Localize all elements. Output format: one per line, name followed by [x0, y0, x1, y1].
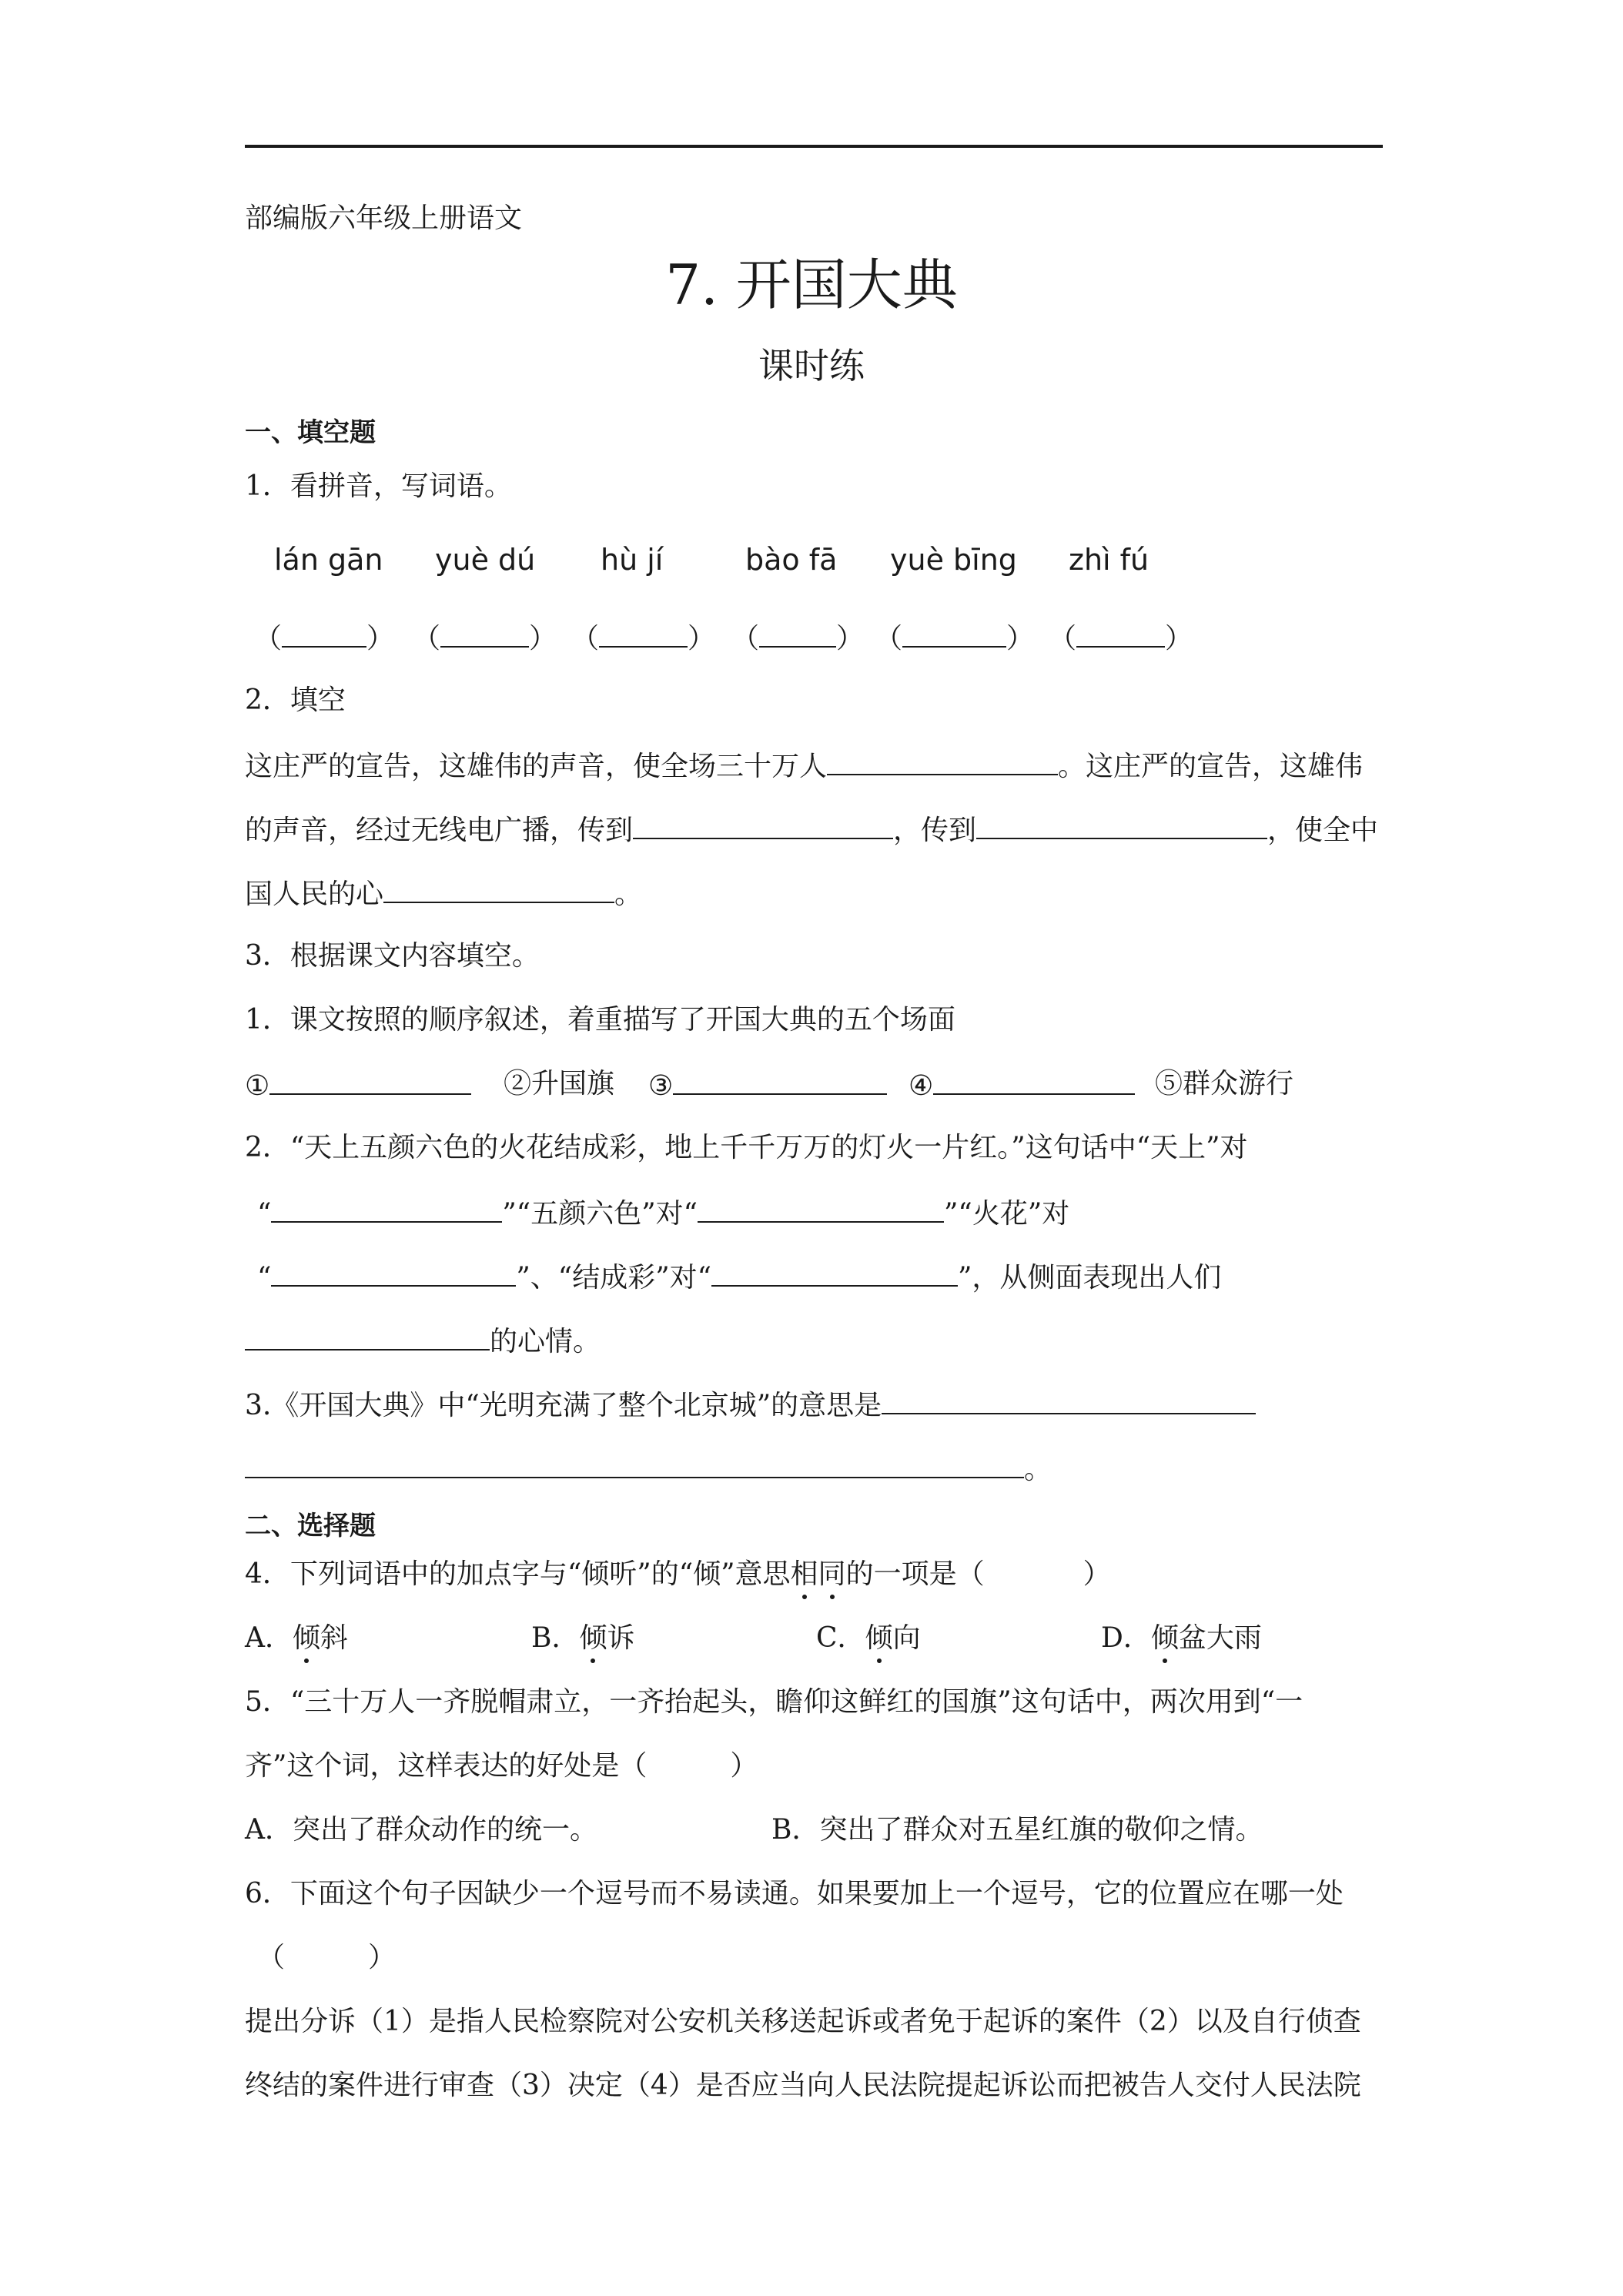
q4-option-c[interactable]: C．倾向 — [816, 1622, 921, 1654]
answer-box-1[interactable]: （ ） — [254, 620, 394, 656]
q5-option-b[interactable]: B．突出了群众对五星红旗的敬仰之情。 — [771, 1814, 1263, 1846]
section2-heading: 二、选择题 — [245, 1511, 376, 1541]
q3-blank-mood[interactable] — [245, 1323, 490, 1350]
q4-stem: 4．下列词语中的加点字与“倾听”的“倾”意思相同的一项是（ ） — [245, 1558, 1111, 1590]
q3-sub3-line2: 。 — [245, 1451, 1052, 1487]
pinyin-4: bào fā — [745, 543, 838, 577]
q4-option-b[interactable]: B．倾诉 — [531, 1622, 635, 1654]
q3-sub1: 1．课文按照的顺序叙述，着重描写了开国大典的五个场面 — [245, 1004, 955, 1036]
q6-line-2: （ ） — [257, 1942, 397, 1973]
answer-box-2[interactable]: （ ） — [413, 620, 557, 656]
q2-line-1: 这庄严的宣告，这雄伟的声音，使全场三十万人 。这庄严的宣告，这雄伟 — [245, 748, 1363, 784]
pinyin-3: hù jí — [601, 543, 664, 577]
header-rule — [245, 145, 1383, 148]
answer-box-5[interactable]: （ ） — [875, 620, 1034, 656]
q3-blank-wuyan[interactable] — [698, 1195, 944, 1223]
pinyin-6: zhì fú — [1069, 543, 1149, 577]
answer-box-4[interactable]: （ ） — [731, 620, 864, 656]
q1-label: 1．看拼音，写词语。 — [245, 470, 512, 502]
q4-option-d[interactable]: D．倾盆大雨 — [1101, 1622, 1262, 1654]
q5-line-2: 齐”这个词，这样表达的好处是（ ） — [245, 1750, 758, 1782]
q3-blank-jiecheng[interactable] — [711, 1259, 958, 1287]
page-subtitle: 课时练 — [758, 345, 865, 387]
q2-blank-3[interactable] — [976, 812, 1267, 839]
q5-option-a[interactable]: A．突出了群众动作的统一。 — [245, 1814, 597, 1846]
q5-line-1: 5．“三十万人一齐脱帽肃立，一齐抬起头，瞻仰这鲜红的国旗”这句话中，两次用到“一 — [245, 1686, 1303, 1718]
q3-sub2-line3: “ ”、“结成彩”对“ ”，从侧面表现出人们 — [257, 1259, 1221, 1295]
q4-option-a[interactable]: A．倾斜 — [245, 1622, 349, 1654]
scene-3-blank[interactable] — [673, 1067, 887, 1095]
q6-sentence-1: 提出分诉（1）是指人民检察院对公安机关移送起诉或者免于起诉的案件（2）以及自行侦查 — [245, 2006, 1361, 2037]
q2-label: 2．填空 — [245, 684, 346, 716]
pinyin-1: lán gān — [274, 543, 383, 577]
scene-1-blank[interactable] — [269, 1067, 471, 1095]
q3-blank-huohua[interactable] — [271, 1259, 516, 1287]
section1-heading: 一、填空题 — [245, 417, 376, 448]
scene-5: ⑤群众游行 — [1155, 1068, 1294, 1099]
q2-blank-4[interactable] — [383, 875, 614, 903]
answer-box-3[interactable]: （ ） — [571, 620, 715, 656]
page-title: 7. 开国大典 — [665, 253, 958, 317]
q3-blank-meaning-1[interactable] — [882, 1387, 1256, 1414]
q6-sentence-2: 终结的案件进行审查（3）决定（4）是否应当向人民法院提起诉讼而把被告人交付人民法院 — [245, 2070, 1361, 2101]
q2-line-2: 的声音，经过无线电广播，传到 ，传到 ，使全中 — [245, 812, 1378, 848]
q3-sub2-line1: 2．“天上五颜六色的火花结成彩，地上千千万万的灯火一片红。”这句话中“天上”对 — [245, 1132, 1248, 1163]
q2-line-3: 国人民的心 。 — [245, 875, 642, 912]
series-label: 部编版六年级上册语文 — [245, 202, 523, 234]
scene-3: ③ — [648, 1067, 887, 1103]
scene-2: ②升国旗 — [504, 1068, 615, 1099]
q3-blank-tianshang[interactable] — [271, 1195, 502, 1223]
pinyin-2: yuè dú — [435, 543, 536, 577]
q6-line-1: 6．下面这个句子因缺少一个逗号而不易读通。如果要加上一个逗号，它的位置应在哪一处 — [245, 1878, 1344, 1909]
scene-1: ① — [245, 1067, 471, 1103]
pinyin-5: yuè bīng — [890, 543, 1017, 577]
q3-label: 3．根据课文内容填空。 — [245, 940, 540, 972]
scene-4: ④ — [909, 1067, 1135, 1103]
q3-sub2-line4: 的心情。 — [245, 1323, 601, 1359]
answer-box-6[interactable]: （ ） — [1049, 620, 1193, 656]
q3-sub2-line2: “ ”“五颜六色”对“ ”“火花”对 — [257, 1195, 1069, 1231]
q2-blank-1[interactable] — [827, 748, 1058, 775]
q3-blank-meaning-2[interactable] — [245, 1451, 1024, 1478]
scene-4-blank[interactable] — [933, 1067, 1135, 1095]
q2-blank-2[interactable] — [633, 812, 893, 839]
q3-sub3-line1: 3.《开国大典》中“光明充满了整个北京城”的意思是 — [245, 1387, 1256, 1423]
